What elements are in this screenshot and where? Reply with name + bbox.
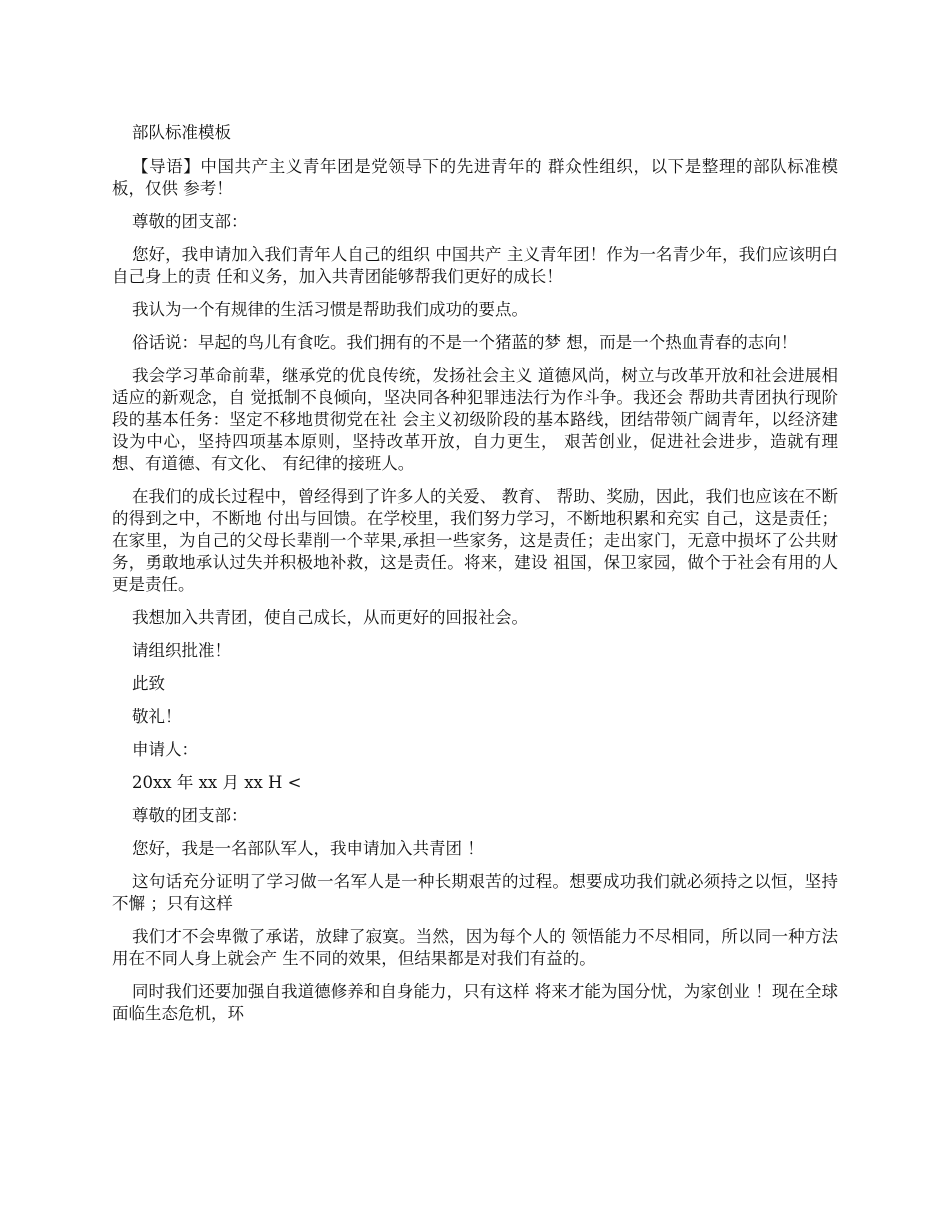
paragraph: 同时我们还要加强自我道德修养和自身能力，只有这样 将来才能为国分忧，为家创业 ！现在全球面临生态危机，环 [112,982,838,1023]
paragraph: 您好，我是一名部队军人，我申请加入共青团 ！ [132,839,484,858]
paragraph: 我会学习革命前辈，继承党的优良传统，发扬社会主义 道德风尚，树立与改革开放和社会进展相适应的新观念，自 觉抵制不良倾向，坚决同各种犯罪违法行为作斗争。我还会 帮助共青团执行现阶段的基本任务：坚定不移地贯彻党在社 会主义初级阶段的基本路线，团结带领广阔青年，以经济建 设为中心，坚持四项基本原则，坚持改革开放，自力更生， 艰苦创业，促进社会进步，造就有理想、有道德、有文化、 有纪律的接班人。 [112,366,838,473]
paragraph: 在我们的成长过程中，曾经得到了许多人的关爱、 教育、 帮助、奖励，因此，我们也应该在不断的得到之中，不断地 付出与回馈。在学校里，我们努力学习，不断地积累和充实 自己，这是责任；在家里，为自己的父母长辈削一个苹果,承担一些家务，这是责任；走出家门，无意中损坏了公共财 务，勇敢地承认过失并积极地补救，这是责任。将来，建设 祖国，保卫家园，做个于社会有用的人更是责任。 [112,487,838,594]
paragraph-regards: 敬礼！ [132,707,182,726]
paragraph: 我认为一个有规律的生活习惯是帮助我们成功的要点。 [132,300,528,319]
document-title: 部队标准模板 [132,123,231,142]
paragraph-date: 20xx 年 xx 月 xx H < [132,773,302,792]
paragraph: 我们才不会卑微了承诺，放肆了寂寞。当然，因为每个人的 领悟能力不尽相同，所以同一种方法用在不同人身上就会产 生不同的效果，但结果都是对我们有益的。 [112,927,838,968]
paragraph-applicant: 申请人： [132,740,198,759]
document-page [112,122,838,1036]
paragraph: 俗话说：早起的鸟儿有食吃。我们拥有的不是一个猪蓝的梦 想，而是一个热血青春的志向！ [132,333,798,352]
paragraph: 这句话充分证明了学习做一名军人是一种长期艰苦的过程。想要成功我们就必须持之以恒，坚持不懈 ；只有这样 [112,872,838,913]
paragraph-intro: 【导语】中国共产主义青年团是党领导下的先进青年的 群众性组织，以下是整理的部队标准模板，仅供 参考！ [112,157,838,198]
paragraph-salutation-2: 尊敬的团支部： [132,806,248,825]
paragraph: 我想加入共青团，使自己成长，从而更好的回报社会。 [132,608,528,627]
paragraph-request: 请组织批准！ [132,641,231,660]
paragraph-salutation: 尊敬的团支部： [132,212,248,231]
paragraph: 您好，我申请加入我们青年人自己的组织 中国共产 主义青年团！作为一名青少年，我们应该明白自己身上的责 任和义务，加入共青团能够帮我们更好的成长！ [112,245,838,286]
paragraph-closing: 此致 [132,674,165,693]
